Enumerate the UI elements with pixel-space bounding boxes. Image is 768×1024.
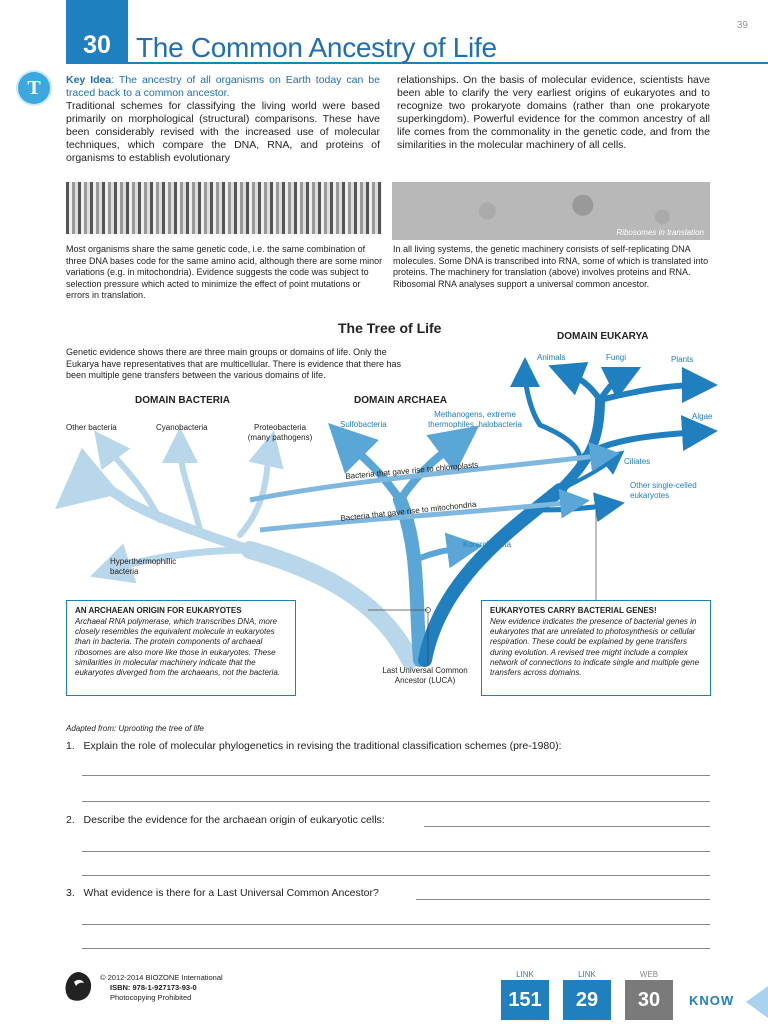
- bacterial-genes-box: [481, 600, 711, 696]
- archaean-origin-text: Archaeal RNA polymerase, which transcribes DNA, more closely resembles the equivalent molecule in eukaryotes than in bacteria. The protein components of archaeal ribosomes are also more like those in eukaryotes. These similarities in molecular machinery indicate that the eukaryotes diverged from the archaeans, not the bacteria.: [75, 617, 281, 678]
- answer-line[interactable]: [82, 924, 710, 925]
- question-3: 3. What evidence is there for a Last Universal Common Ancestor?: [66, 887, 379, 899]
- label-chloroplast-transfer: Bacteria that gave rise to chloroplasts: [345, 460, 479, 481]
- label-cyanobacteria: Cyanobacteria: [156, 423, 208, 432]
- label-animals: Animals: [537, 353, 566, 362]
- answer-line[interactable]: [82, 775, 710, 776]
- tab-label-web: WEB: [639, 970, 659, 979]
- domain-eukarya-label: DOMAIN EUKARYA: [557, 331, 649, 342]
- label-ciliates: Ciliates: [624, 457, 651, 466]
- label-plants: Plants: [671, 355, 694, 364]
- web-tab-30[interactable]: 30: [625, 980, 673, 1020]
- archaean-origin-heading: AN ARCHAEAN ORIGIN FOR EUKARYOTES: [75, 606, 242, 615]
- label-luca: Last Universal Common Ancestor (LUCA): [382, 666, 468, 685]
- intro-left-body: Traditional schemes for classifying the living world were based primarily on morphological (structural) comparisons. These have been considerably revised with the increased use of molecular techniques, which compare the DNA, RNA, and proteins of organisms to establish evolutionary: [66, 100, 380, 164]
- biozone-logo: [64, 970, 94, 1004]
- dna-caption: Most organisms share the same genetic code, i.e. the same combination of three DNA bases code for the same amino acid, although there are some minor variations (e.g. in mitochondria). Evidence suggests the code was subject to selection pressure which acted to minimize the effect of point mutations or errors in translation.: [66, 244, 383, 300]
- tree-intro: Genetic evidence shows there are three main groups or domains of life. Only the Eukarya have representatives that are multicellular. There is evidence that there has been multiple gene transfers between the various domains of life.: [66, 347, 402, 380]
- label-proteobacteria: Proteobacteria (many pathogens): [247, 423, 313, 442]
- domain-bacteria-label: DOMAIN BACTERIA: [135, 395, 230, 406]
- label-methanogens: Methanogens, extreme thermophiles, halobacteria: [428, 410, 522, 429]
- diagram-source: Adapted from: Uprooting the tree of life: [66, 724, 204, 733]
- key-idea-text: : The ancestry of all organisms on Earth today can be traced back to a common ancestor.: [66, 74, 380, 99]
- footer-photocopy: Photocopying Prohibited: [110, 993, 192, 1002]
- answer-line[interactable]: [424, 826, 710, 827]
- page-number: 39: [736, 20, 748, 31]
- domain-archaea-label: DOMAIN ARCHAEA: [354, 395, 447, 406]
- link-tab-151[interactable]: 151: [501, 980, 549, 1020]
- bacterial-genes-heading: EUKARYOTES CARRY BACTERIAL GENES!: [490, 606, 657, 615]
- ribosome-caption: Ribosomes in translation: [616, 228, 704, 237]
- question-1: 1. Explain the role of molecular phylogenetics in revising the traditional classification schemes (pre-1980):: [66, 740, 562, 752]
- label-hyperthermophillic: Hyperthermophillic bacteria: [110, 557, 177, 576]
- translation-caption: In all living systems, the genetic machinery consists of self-replicating DNA molecules. Some DNA is transcribed into RNA, some of which is translated into proteins. The machinery for translation (above) involves proteins and RNA. Ribosomal RNA analyses support a universal common ancestor.: [393, 244, 709, 289]
- label-other-single-celled: Other single-celled eukaryotes: [630, 481, 697, 500]
- link-tab-29[interactable]: 29: [563, 980, 611, 1020]
- label-other-bacteria: Other bacteria: [66, 423, 117, 432]
- know-label: KNOW: [689, 993, 735, 1008]
- know-triangle-icon: [742, 982, 768, 1022]
- teacher-t-icon: T: [18, 72, 50, 104]
- tab-label-link-2: LINK: [578, 970, 596, 979]
- answer-line[interactable]: [82, 851, 710, 852]
- dna-image: [66, 182, 382, 234]
- bacterial-genes-text: New evidence indicates the presence of bacterial genes in eukaryotes that are unrelated to photosynthesis or cellular respiration. These could be explained by gene transfers during evolution. A revised tree might include a complex network of connections to indicate single and multiple gene transfers across domains.: [490, 617, 700, 678]
- tab-label-link-1: LINK: [516, 970, 534, 979]
- archaean-origin-box: [66, 600, 296, 696]
- label-korarchaeota: Korarchaeota: [463, 540, 512, 549]
- label-fungi: Fungi: [606, 353, 627, 362]
- answer-line[interactable]: [82, 875, 710, 876]
- key-idea-label: Key Idea: [66, 74, 112, 86]
- footer-copyright: © 2012-2014 BIOZONE International: [100, 973, 223, 982]
- intro-left-column: [66, 74, 380, 165]
- question-2: 2. Describe the evidence for the archaean origin of eukaryotic cells:: [66, 814, 385, 826]
- intro-right-body: relationships. On the basis of molecular evidence, scientists have been able to clarify the very earliest origins of eukaryotes and to recognize two prokaryote domains (rather than one prokaryote superkingdom). Powerful evidence for the common ancestry of all life comes from the commonality in the genetic code, and from the similarities in the molecular machinery of all cells.: [397, 74, 710, 151]
- label-algae: Algae: [692, 412, 713, 421]
- label-sulfobacteria: Sulfobacteria: [340, 420, 387, 429]
- page-title: The Common Ancestry of Life: [136, 32, 497, 63]
- answer-line[interactable]: [82, 948, 710, 949]
- tree-title: The Tree of Life: [338, 320, 442, 336]
- answer-line[interactable]: [82, 801, 710, 802]
- label-mitochondria-transfer: Bacteria that gave rise to mitochondria: [340, 499, 477, 523]
- activity-number: 30: [66, 0, 128, 64]
- answer-line[interactable]: [416, 899, 710, 900]
- footer-isbn: ISBN: 978-1-927173-93-0: [110, 983, 197, 992]
